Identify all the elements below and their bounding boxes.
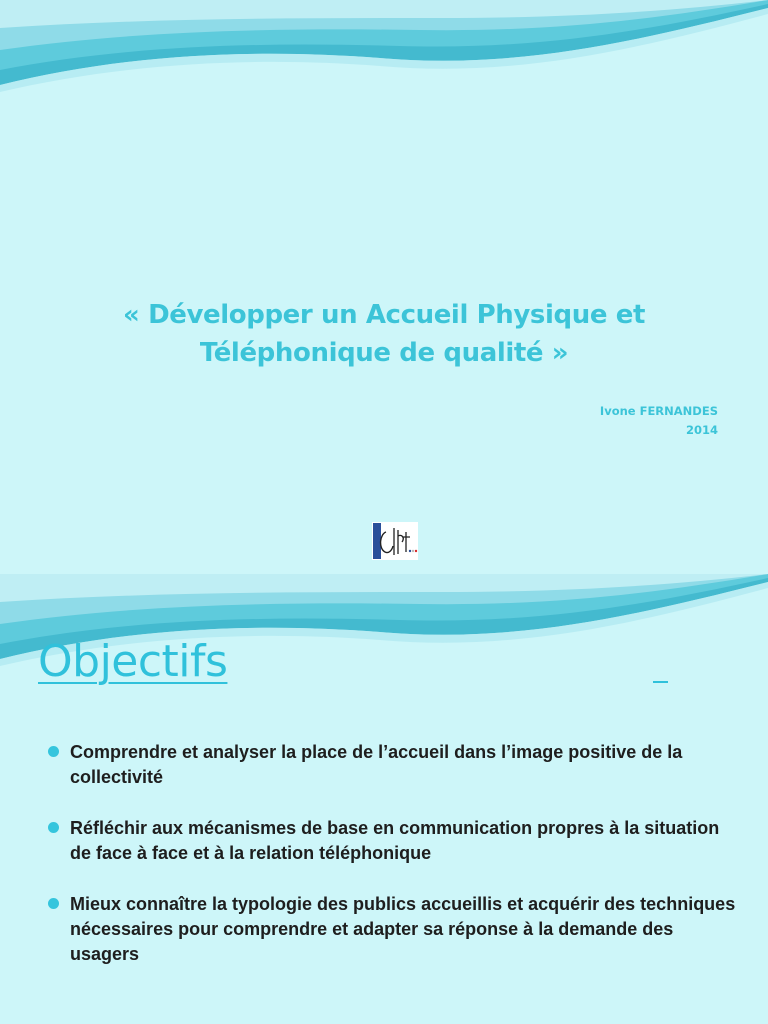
wave-header-decoration	[0, 0, 768, 120]
objectives-slide	[0, 574, 768, 1024]
list-item: Mieux connaître la typologie des publics accueillis et acquérir des techniques nécessaires pour comprendre et adapter sa réponse à la demande des usagers	[48, 892, 738, 967]
author-block	[600, 402, 718, 440]
objectives-list	[48, 740, 738, 993]
presentation-title	[84, 296, 684, 372]
author-name: Ivone FERNANDES	[599, 404, 718, 418]
heading-underline-dash	[653, 681, 668, 683]
list-item: Réfléchir aux mécanismes de base en communication propres à la situation de face à face et à la relation téléphonique	[48, 816, 738, 866]
author-year: 2014	[685, 423, 718, 437]
title-line-2: Téléphonique de qualité »	[199, 338, 569, 368]
list-item: Comprendre et analyser la place de l’accueil dans l’image positive de la collectivité	[48, 740, 738, 790]
title-line-1: « Développer un Accueil Physique et	[123, 300, 645, 330]
cnfpt-logo-icon	[372, 522, 418, 560]
slide-heading: Objectifs	[38, 636, 228, 687]
